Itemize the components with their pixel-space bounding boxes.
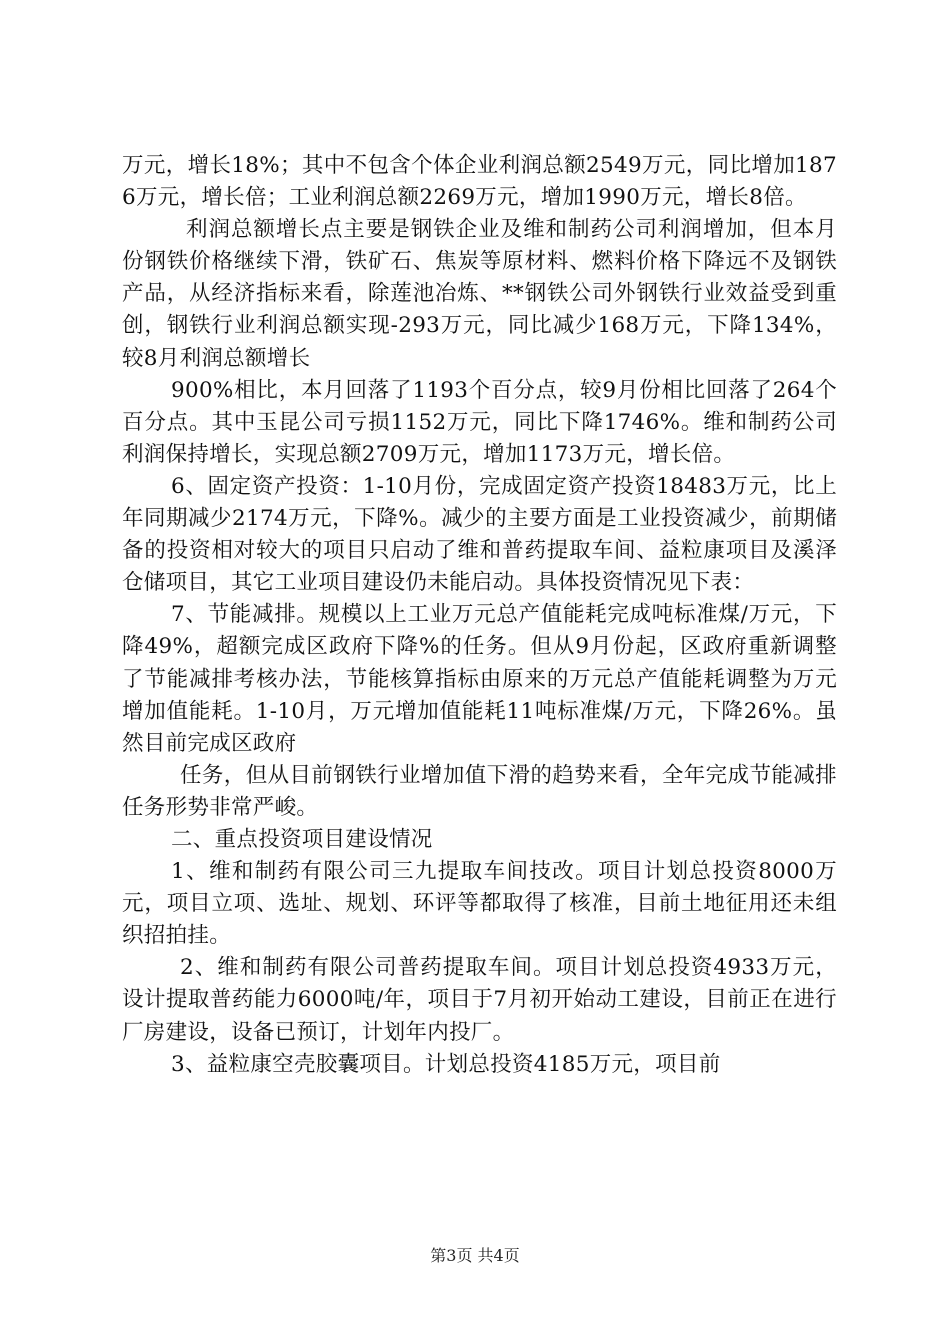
page-number-footer: 第3页 共4页 <box>430 1246 520 1265</box>
paragraph-energy-saving-cont: 任务，但从目前钢铁行业增加值下滑的趋势来看，全年完成节能减排任务形势非常严峻。 <box>122 762 837 820</box>
section-heading-key-projects: 二、重点投资项目建设情况 <box>171 826 433 852</box>
paragraph-project-3: 3、益粒康空壳胶囊项目。计划总投资4185万元，项目前 <box>171 1051 721 1077</box>
paragraph-project-1: 1、维和制药有限公司三九提取车间技改。项目计划总投资8000万元，项目立项、选址、规划、环评等都取得了核准，目前土地征用还未组织招拍挂。 <box>122 859 837 949</box>
paragraph-project-2: 2、维和制药有限公司普药提取车间。项目计划总投资4933万元，设计提取普药能力6000吨/年，项目于7月初开始动工建设，目前正在进行厂房建设，设备已预订，计划年内投厂。 <box>122 955 837 1045</box>
paragraph-profit-total: 万元，增长18%；其中不包含个体企业利润总额2549万元，同比增加1876万元，增长倍；工业利润总额2269万元，增加1990万元，增长8倍。 <box>122 153 837 211</box>
paragraph-energy-saving: 7、节能减排。规模以上工业万元总产值能耗完成吨标准煤/万元，下降49%，超额完成区政府下降%的任务。但从9月份起，区政府重新调整了节能减排考核办法，节能核算指标由原来的万元总产值能耗调整为万元增加值能耗。1-10月，万元增加值能耗11吨标准煤/万元，下降26%。虽然目前完成区政府 <box>122 602 837 756</box>
document-body <box>122 150 837 1081</box>
paragraph-profit-decline: 900%相比，本月回落了1193个百分点，较9月份相比回落了264个百分点。其中玉昆公司亏损1152万元，同比下降1746%。维和制药公司利润保持增长，实现总额2709万元，增加1173万元，增长倍。 <box>122 377 837 467</box>
paragraph-fixed-asset-investment: 6、固定资产投资：1-10月份，完成固定资产投资18483万元，比上年同期减少2174万元，下降%。减少的主要方面是工业投资减少，前期储备的投资相对较大的项目只启动了维和普药提取车间、益粒康项目及溪泽仓储项目，其它工业项目建设仍未能启动。具体投资情况见下表： <box>122 473 837 596</box>
paragraph-profit-growth: 利润总额增长点主要是钢铁企业及维和制药公司利润增加，但本月份钢铁价格继续下滑，铁矿石、焦炭等原材料、燃料价格下降远不及钢铁产品，从经济指标来看，除莲池冶炼、**钢铁公司外钢铁行业效益受到重创，钢铁行业利润总额实现-293万元，同比减少168万元，下降134%，较8月利润总额增长 <box>122 217 837 371</box>
